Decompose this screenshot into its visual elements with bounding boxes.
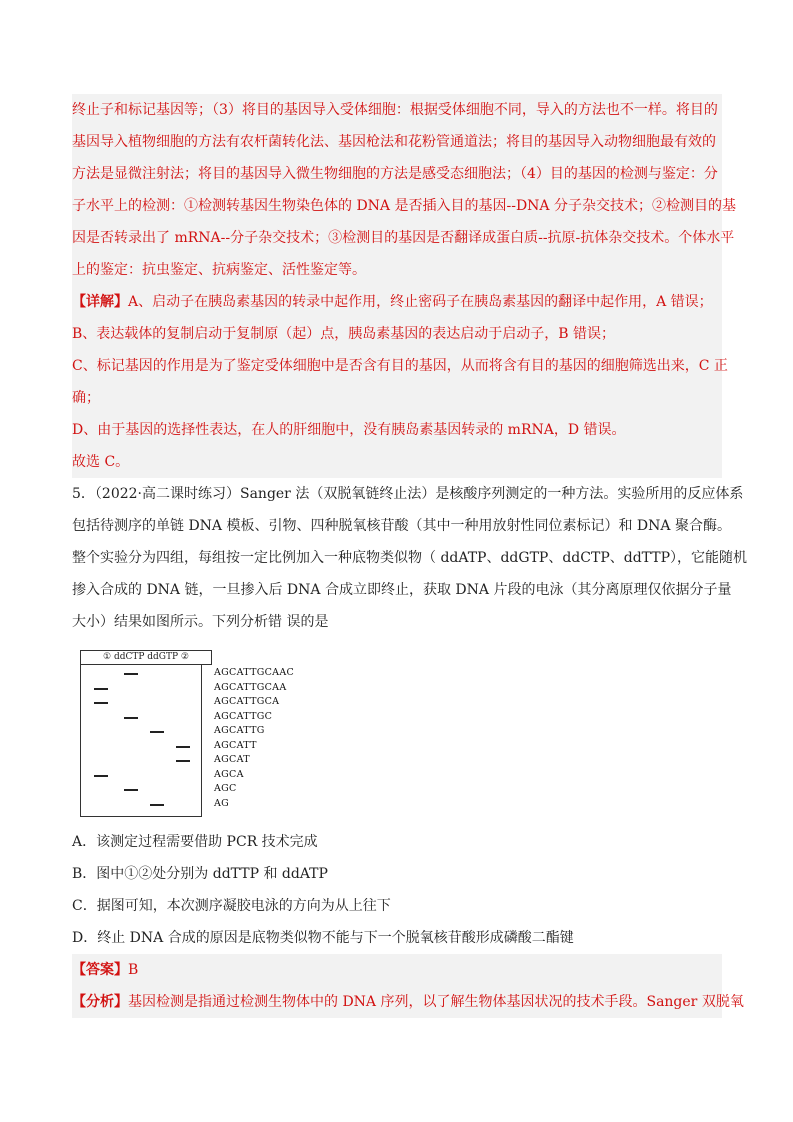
analysis-line-4: 子水平上的检测：①检测转基因生物染色体的 DNA 是否插入目的基因--DNA 分子杂交技术；②检测目的基 — [72, 198, 736, 214]
sequence-label: AGCATTGCA — [214, 696, 280, 707]
question-block — [72, 478, 748, 638]
gel-band — [150, 804, 164, 806]
detail-line-3: C、标记基因的作用是为了鉴定受体细胞中是否含有目的基因，从而将含有目的基因的细胞筛选出来，C 正 — [72, 358, 728, 374]
sequence-label: AG — [214, 797, 230, 809]
gel-band — [176, 746, 190, 748]
analysis-line-1: 终止子和标记基因等；（3）将目的基因导入受体细胞：根据受体细胞不同，导入的方法也不一样。将目的 — [72, 102, 718, 118]
question-line-1: 5．（2022·高二课时练习）Sanger 法（双脱氧链终止法）是核酸序列测定的一种方法。实验所用的反应体系 — [72, 486, 744, 502]
analysis-line-2: 基因导入植物细胞的方法有农杆菌转化法、基因枪法和花粉管通道法；将目的基因导入动物细胞最有效的 — [72, 134, 716, 150]
question-line-4: 掺入合成的 DNA 链，一旦掺入后 DNA 合成立即终止，获取 DNA 片段的电泳（其分离原理仅依据分子量 — [72, 582, 732, 598]
sequence-label: AGCATTG — [214, 725, 265, 736]
gel-header: ① ddCTP ddGTP ② — [80, 650, 212, 665]
sequence-label: AGCATT — [214, 739, 257, 751]
gel-band — [150, 731, 164, 733]
document-page — [72, 94, 748, 1018]
detail-text-1: A、启动子在胰岛素基因的转录中起作用，终止密码子在胰岛素基因的翻译中起作用，A 错误； — [128, 294, 713, 310]
detail-line-4: 确； — [72, 390, 100, 406]
sequence-label: AGCA — [214, 768, 244, 780]
answer-value: B — [128, 962, 139, 978]
analysis-line — [72, 986, 744, 1018]
detail-tag: 【详解】 — [72, 294, 128, 310]
gel-electrophoresis-figure — [80, 650, 310, 820]
question-line-5: 大小）结果如图所示。下列分析错 误的是 — [72, 614, 329, 630]
options-block — [72, 826, 722, 954]
sequence-label: AGC — [214, 783, 237, 794]
analysis-line-6: 上的鉴定：抗虫鉴定、抗病鉴定、活性鉴定等。 — [72, 262, 366, 278]
detail-line-2: B、表达载体的复制启动于复制原（起）点，胰岛素基因的表达启动于启动子，B 错误； — [72, 326, 616, 342]
detail-line-5: D、由于基因的选择性表达，在人的肝细胞中，没有胰岛素基因转录的 mRNA，D 错误。 — [72, 422, 626, 438]
gel-band — [124, 789, 138, 791]
question-line-3: 整个实验分为四组，每组按一定比例加入一种底物类似物（ ddATP、ddGTP、ddCTP、ddTTP），它能随机 — [72, 550, 748, 566]
answer-line — [72, 954, 722, 986]
answer-tag: 【答案】 — [72, 962, 128, 978]
detail-block — [72, 286, 728, 478]
gel-band — [124, 673, 138, 675]
analysis-continued-block — [72, 94, 736, 286]
sequence-label: AGCATTGCAA — [214, 681, 287, 693]
gel-band — [124, 717, 138, 719]
gel-band — [176, 760, 190, 762]
option-b: B．图中①②处分别为 ddTTP 和 ddATP — [72, 866, 328, 882]
detail-line-6: 故选 C。 — [72, 454, 130, 470]
sequence-label: AGCATTGCAAC — [214, 667, 295, 678]
gel-band — [94, 688, 108, 690]
sequence-label: AGCAT — [214, 754, 250, 765]
option-d: D．终止 DNA 合成的原因是底物类似物不能与下一个脱氧核苷酸形成磷酸二酯键 — [72, 930, 574, 946]
sequence-label: AGCATTGC — [214, 710, 273, 722]
analysis-text: 基因检测是指通过检测生物体中的 DNA 序列，以了解生物体基因状况的技术手段。Sanger 双脱氧 — [128, 994, 744, 1010]
question-line-2: 包括待测序的单链 DNA 模板、引物、四种脱氧核苷酸（其中一种用放射性同位素标记）和 DNA 聚合酶。 — [72, 518, 731, 534]
option-a: A．该测定过程需要借助 PCR 技术完成 — [72, 834, 318, 850]
detail-line-1 — [72, 286, 722, 318]
analysis-line-3: 方法是显微注射法；将目的基因导入微生物细胞的方法是感受态细胞法；（4）目的基因的检测与鉴定：分 — [72, 166, 718, 182]
answer-block — [72, 954, 744, 1018]
gel-band — [94, 702, 108, 704]
option-c: C．据图可知，本次测序凝胶电泳的方向为从上往下 — [72, 898, 391, 914]
analysis-line-5: 因是否转录出了 mRNA--分子杂交技术；③检测目的基因是否翻译成蛋白质--抗原-抗体杂交技术。个体水平 — [72, 230, 735, 246]
gel-band — [94, 775, 108, 777]
analysis-tag: 【分析】 — [72, 994, 128, 1010]
